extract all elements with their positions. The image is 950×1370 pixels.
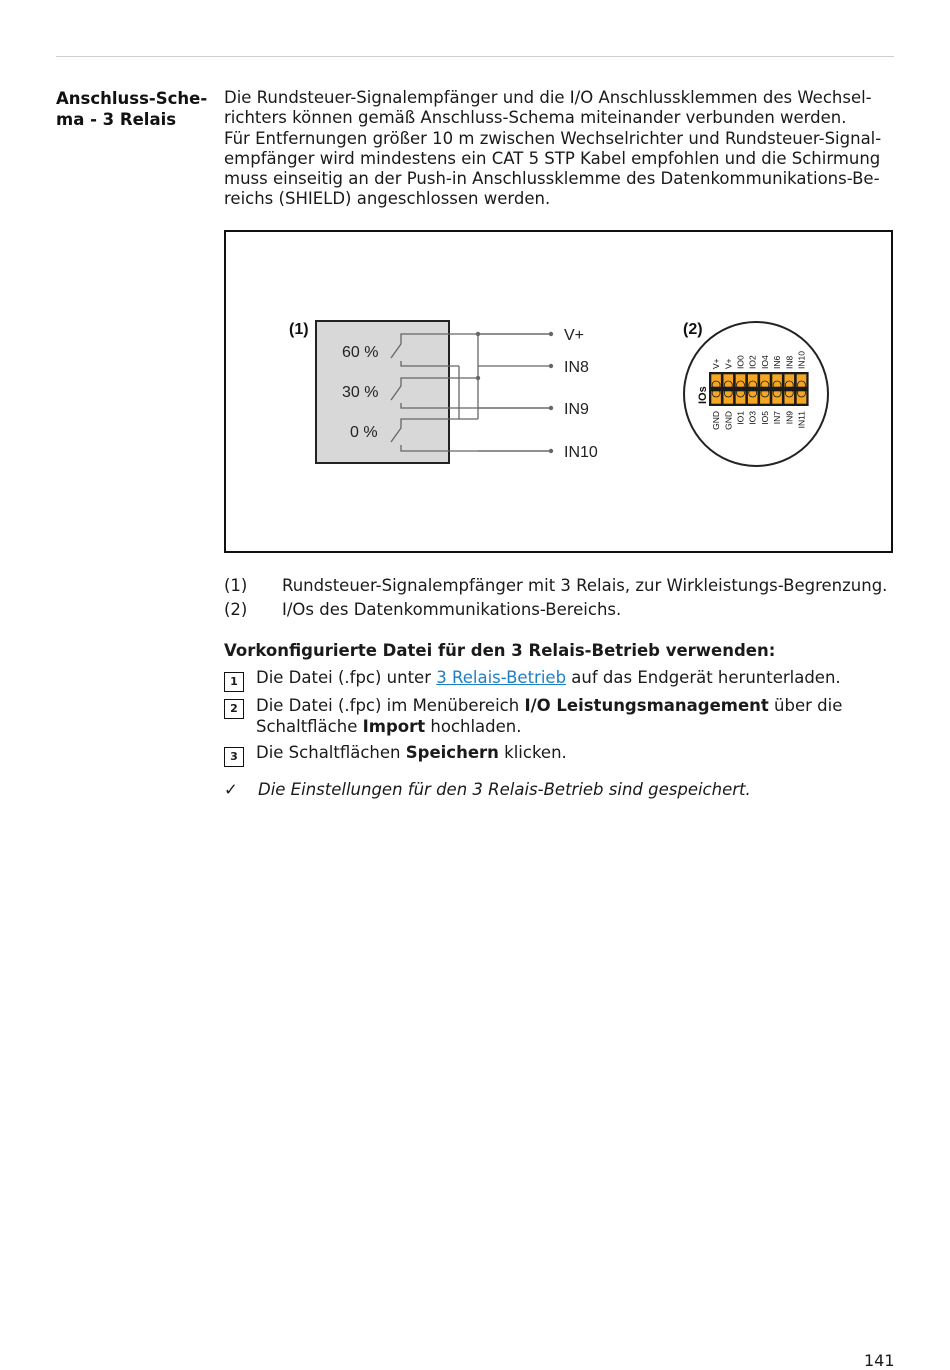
step-text-part: hochladen. (425, 716, 522, 736)
step-text-3 (256, 743, 567, 764)
intro-line: Für Entfernungen größer 10 m zwischen Wechselrichter und Rundsteuer-Signal- (224, 128, 882, 148)
intro-line: empfänger wird mindestens ein CAT 5 STP Kabel empfohlen und die Schirmung (224, 148, 881, 168)
relay-label-60: 60 % (342, 344, 379, 361)
io-terminal-cell (735, 374, 745, 387)
signal-lines (459, 334, 551, 451)
wiring-diagram-svg (226, 232, 891, 551)
io-pin-label-bottom: IN7 (772, 411, 783, 425)
io-pin-label-bottom: IN9 (784, 411, 795, 425)
bus-node (476, 376, 480, 380)
step-text-part: Die Datei (.fpc) unter (256, 668, 437, 687)
step-number-1: 1 (224, 672, 244, 692)
io-terminal-cell (711, 374, 721, 387)
download-link[interactable]: 3 Relais-Betrieb (436, 668, 567, 687)
io-pin-label-top: IO4 (759, 355, 770, 369)
step-bold-term: Import (362, 716, 426, 736)
signal-label-in8: IN8 (564, 359, 589, 376)
intro-line: richters können gemäß Anschluss-Schema miteinander verbunden werden. (224, 108, 847, 128)
io-terminal-cell (772, 374, 782, 387)
common-bus (478, 334, 551, 419)
ios-label: (2) (683, 321, 703, 338)
intro-line: reichs (SHIELD) angeschlossen werden. (224, 189, 551, 209)
io-pin-label-top: V+ (723, 358, 734, 369)
legend-number: (1) (224, 576, 248, 595)
signal-endpoint (549, 364, 553, 368)
step-text-part: Schaltfläche (256, 716, 363, 736)
signal-endpoint (549, 406, 553, 410)
io-terminal-cell (748, 374, 758, 387)
step-text-2 (256, 696, 842, 737)
page-number: 141 (864, 1351, 895, 1370)
ios-vertical-label: IOs (697, 386, 709, 404)
procedure-heading: Vorkonfigurierte Datei für den 3 Relais-Betrieb verwenden: (224, 641, 776, 660)
io-terminal-cell (760, 374, 770, 387)
io-terminal-cell (784, 391, 794, 404)
step-text-1 (256, 668, 841, 689)
io-terminal-cell (748, 391, 758, 404)
io-pin-label-bottom: IO3 (747, 411, 758, 425)
wiring-diagram (224, 230, 893, 553)
intro-paragraph (224, 88, 896, 210)
step-text-part: auf das Endgerät herunterladen. (566, 668, 841, 687)
io-terminal-cell (711, 391, 721, 404)
io-pin-label-top: IO2 (747, 355, 758, 369)
signal-endpoint (549, 332, 553, 336)
io-pin-label-top: V+ (711, 358, 722, 369)
step-number-3: 3 (224, 747, 244, 767)
step-bold-term: Speichern (405, 743, 499, 762)
top-divider (56, 56, 894, 57)
section-title-line-1: Anschluss-Sche- (56, 89, 208, 108)
io-pin-label-top: IN10 (796, 351, 807, 369)
legend-text: Rundsteuer-Signalempfänger mit 3 Relais, zur Wirkleistungs-Begrenzung. (282, 576, 888, 595)
io-pin-label-bottom: IO5 (759, 411, 770, 425)
section-title (56, 88, 216, 130)
io-pin-label-bottom: IO1 (735, 411, 746, 425)
result-text: Die Einstellungen für den 3 Relais-Betrieb sind gespeichert. (258, 780, 751, 799)
signal-label-in9: IN9 (564, 401, 589, 418)
io-terminal-cell (723, 374, 733, 387)
receiver-label: (1) (289, 321, 309, 338)
legend-text: I/Os des Datenkommunikations-Bereichs. (282, 600, 622, 619)
io-pin-label-bottom: IN11 (796, 411, 807, 429)
section-title-line-2: ma - 3 Relais (56, 110, 177, 129)
intro-line: Die Rundsteuer-Signalempfänger und die I/O Anschlussklemmen des Wechsel- (224, 88, 872, 107)
step-text-part: klicken. (498, 743, 567, 762)
legend (224, 574, 904, 622)
step-text-part: Die Datei (.fpc) im Menübereich (256, 696, 525, 715)
io-pin-label-bottom: GND (711, 411, 722, 430)
relay-label-30: 30 % (342, 384, 379, 401)
receiver-box (316, 321, 449, 463)
step-text-part: über die (768, 696, 843, 715)
check-icon: ✓ (224, 780, 238, 799)
legend-number: (2) (224, 600, 248, 619)
io-pin-label-top: IN6 (772, 355, 783, 369)
io-pin-label-top: IO0 (735, 355, 746, 369)
io-terminal-cell (772, 391, 782, 404)
signal-endpoint (549, 449, 553, 453)
signal-label-vplus: V+ (564, 327, 585, 344)
io-terminal-cell (760, 391, 770, 404)
io-terminal-cell (735, 391, 745, 404)
legend-item (224, 574, 904, 598)
step-text-part: Die Schaltflächen (256, 743, 406, 762)
io-terminal-cell (723, 391, 733, 404)
step-number-2: 2 (224, 699, 244, 719)
io-terminal-cell (784, 374, 794, 387)
io-pin-label-bottom: GND (723, 411, 734, 430)
legend-item (224, 598, 904, 622)
io-pin-label-top: IN8 (784, 355, 795, 369)
relay-label-0: 0 % (350, 424, 378, 441)
signal-label-in10: IN10 (564, 444, 598, 461)
io-terminal-cell (796, 391, 806, 404)
step-bold-term: I/O Leistungsmanagement (524, 696, 769, 715)
io-terminal-cell (796, 374, 806, 387)
intro-line: muss einseitig an der Push-in Anschlussklemme des Datenkommunikations-Be- (224, 169, 880, 189)
